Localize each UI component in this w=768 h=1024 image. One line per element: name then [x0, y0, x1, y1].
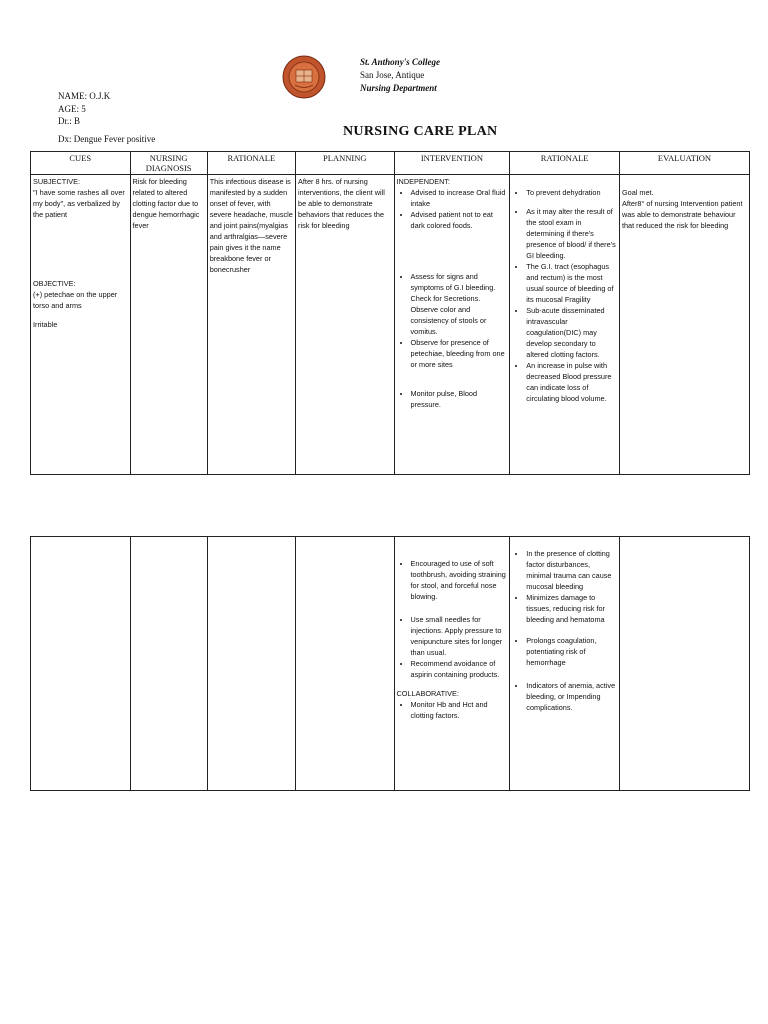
- diagnosis-cell: [130, 537, 207, 791]
- school-header: [360, 56, 440, 95]
- rationale-2-cell: [510, 537, 620, 791]
- intervention-cell: [394, 175, 510, 475]
- intervention-item: • Recommend avoidance of aspirin containing products.: [411, 658, 508, 680]
- rationale-item: • As it may alter the result of the stool exam in determining if there's presence of blood/ if there's GI bleeding.: [526, 206, 617, 261]
- care-plan-table-2: [30, 536, 750, 791]
- rationale-item: • An increase in pulse with decreased Blood pressure can indicate loss of circulating blood volume.: [526, 360, 617, 404]
- header-intervention: INTERVENTION: [394, 152, 510, 175]
- rationale-item: • To prevent dehydration: [526, 187, 617, 198]
- cues-cell: [31, 537, 131, 791]
- cues-cell: [31, 175, 131, 475]
- evaluation-cell: [619, 537, 749, 791]
- evaluation-goal: Goal met.: [621, 188, 654, 197]
- school-name: St. Anthony's College: [360, 57, 440, 67]
- rationale-item: • Sub-acute disseminated intravascular coagulation(DIC) may develop secondary to altered clotting factors.: [526, 305, 617, 360]
- school-department: Nursing Department: [360, 83, 437, 93]
- collaborative-item: • Monitor Hb and Hct and clotting factors.: [411, 699, 508, 721]
- intervention-item: • Monitor pulse, Blood pressure.: [411, 388, 508, 410]
- objective-label: OBJECTIVE:: [33, 279, 76, 288]
- objective-text: (+) petechae on the upper torso and arms: [33, 290, 118, 310]
- intervention-item: • Observe for presence of petechiae, bleeding from one or more sites: [411, 337, 508, 370]
- header-cues: CUES: [31, 152, 131, 175]
- intervention-item: • Use small needles for injections. Apply pressure to venipuncture sites for longer than usual.: [411, 614, 508, 658]
- irritable-text: Irritable: [33, 320, 58, 329]
- rationale-cell: This infectious disease is manifested by a sudden onset of fever, with severe headache, muscle and joint pains(myalgias and arthralgias—severe pain gives it the name breakbone fever or bonecrusher: [207, 175, 295, 475]
- diagnosis-cell: Risk for bleeding related to altered clotting factor due to dengue hemorrhagic fever: [130, 175, 207, 475]
- evaluation-text: After8° of nursing Intervention patient was able to demonstrate behaviour that reduced the risk for bleeding: [621, 199, 743, 230]
- patient-info: [58, 90, 155, 145]
- page-title: NURSING CARE PLAN: [343, 124, 498, 139]
- header-evaluation: EVALUATION: [619, 152, 749, 175]
- independent-label: INDEPENDENT:: [396, 177, 451, 186]
- patient-doctor: Dr.: B: [58, 116, 81, 126]
- intervention-cell: [394, 537, 510, 791]
- intervention-item: • Assess for signs and symptoms of G.I bleeding. Check for Secretions. Observe color and consistency of stools or vomitus.: [411, 271, 508, 337]
- rationale-item: • In the presence of clotting factor disturbances, minimal trauma can cause mucosal bleeding: [526, 548, 617, 592]
- header-planning: PLANNING: [296, 152, 395, 175]
- planning-cell: After 8 hrs. of nursing interventions, the client will be able to demonstrate behaviors that reduces the risk for bleeding: [296, 175, 395, 475]
- intervention-item: • Advised patient not to eat dark colored foods.: [411, 209, 508, 231]
- rationale-item: • Prolongs coagulation, potentiating risk of hemorrhage: [526, 635, 617, 668]
- collaborative-label: COLLABORATIVE:: [396, 689, 459, 698]
- table-row: [31, 537, 750, 791]
- table-row: [31, 175, 750, 475]
- college-seal-logo: [282, 55, 326, 99]
- rationale-2-cell: [510, 175, 620, 475]
- rationale-cell: [207, 537, 295, 791]
- header-rationale: RATIONALE: [207, 152, 295, 175]
- header-nursing-diagnosis: NURSING DIAGNOSIS: [130, 152, 207, 175]
- table-header-row: [31, 152, 750, 175]
- header-rationale-2: RATIONALE: [510, 152, 620, 175]
- patient-name: NAME: O.J.K: [58, 91, 111, 101]
- intervention-item: • Encouraged to use of soft toothbrush, avoiding straining for stool, and forceful nose blowing.: [411, 558, 508, 602]
- intervention-item: • Advised to increase Oral fluid intake: [411, 187, 508, 209]
- rationale-item: • Minimizes damage to tissues, reducing risk for bleeding and hematoma: [526, 592, 617, 625]
- subjective-text: "I have some rashes all over my body", as verbalized by the patient: [33, 188, 125, 219]
- patient-diagnosis: Dx: Dengue Fever positive: [58, 133, 156, 144]
- subjective-label: SUBJECTIVE:: [33, 177, 81, 186]
- planning-cell: [296, 537, 395, 791]
- evaluation-cell: [619, 175, 749, 475]
- school-place: San Jose, Antique: [360, 70, 425, 80]
- rationale-item: • Indicators of anemia, active bleeding, or Impending complications.: [526, 680, 617, 713]
- rationale-item: • The G.I. tract (esophagus and rectum) is the most usual source of bleeding of its mucosal Fragility: [526, 261, 617, 305]
- care-plan-table-1: [30, 151, 750, 475]
- patient-age: AGE: 5: [58, 103, 86, 114]
